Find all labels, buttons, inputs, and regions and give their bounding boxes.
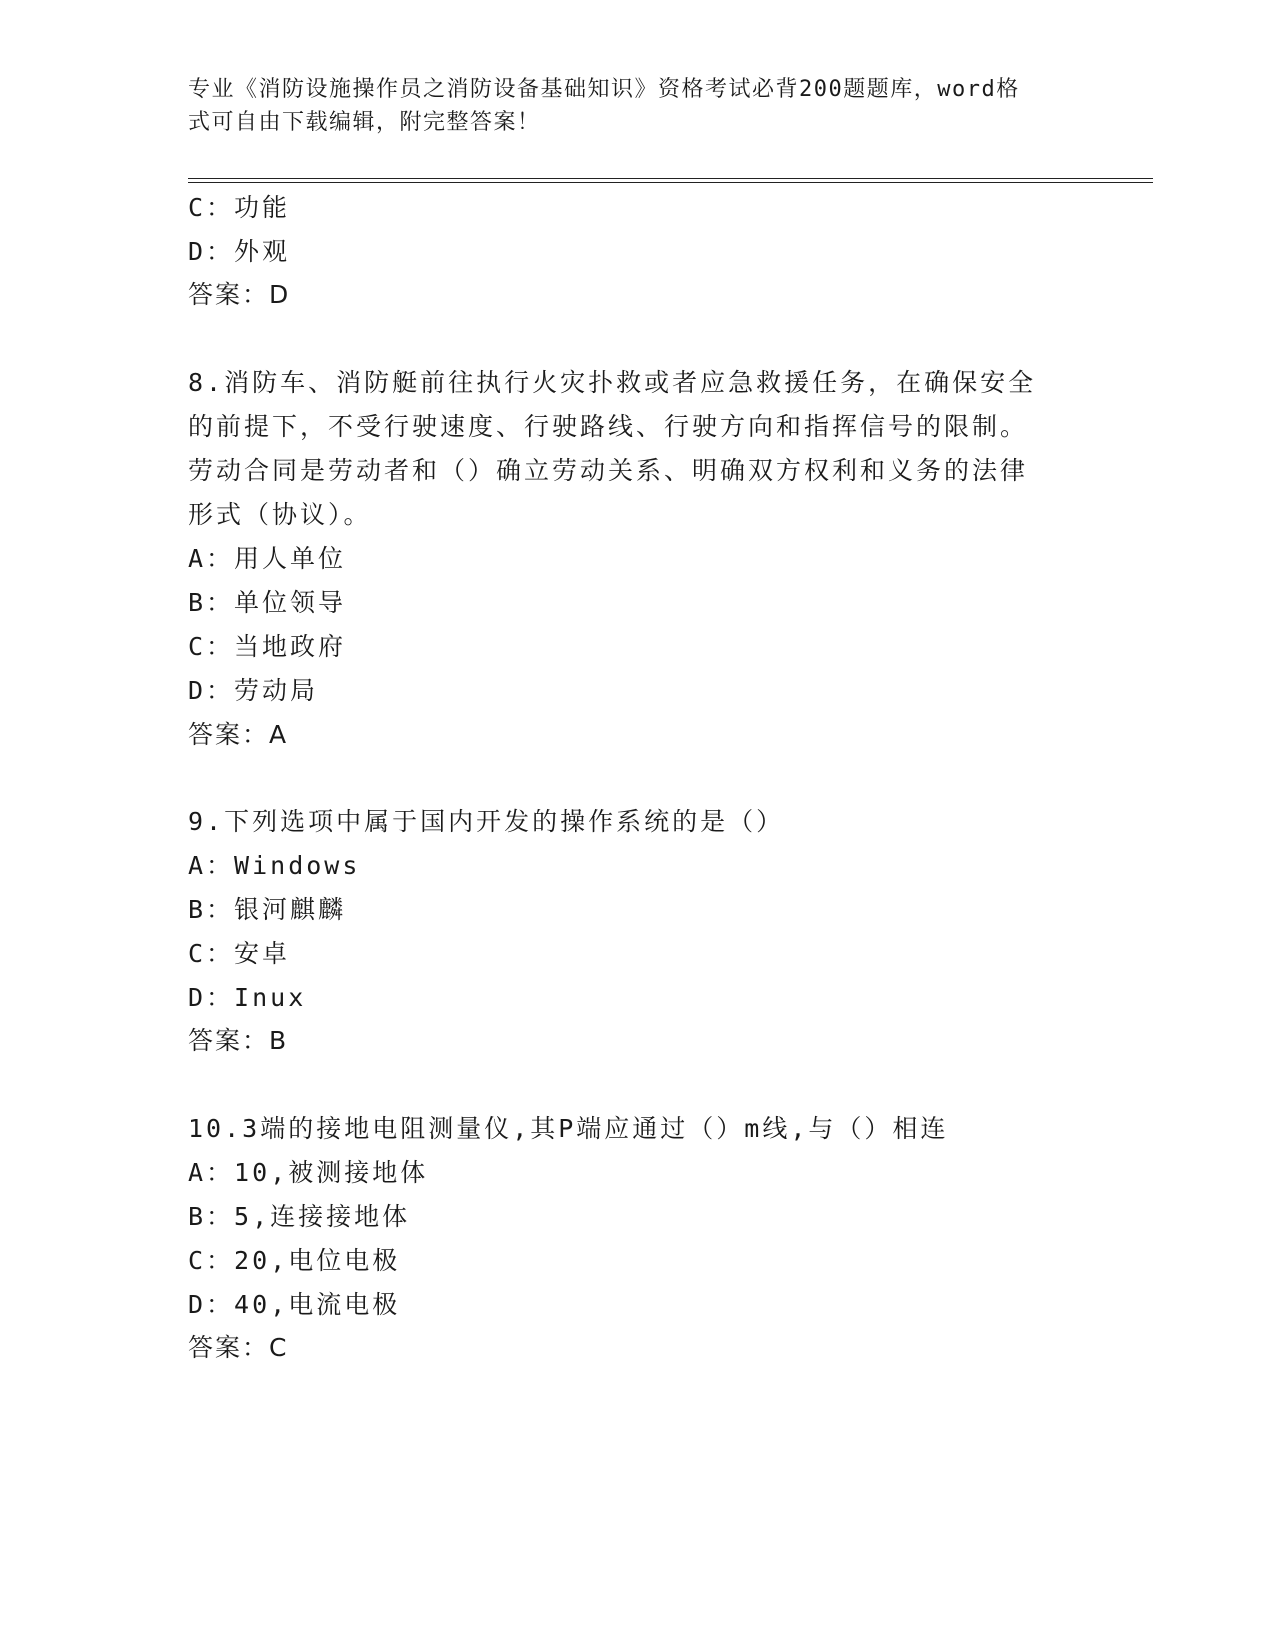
question-8-option-d: D：劳动局 [188, 676, 319, 705]
question-10-option-b: B：5,连接接地体 [188, 1202, 411, 1231]
question-9-stem-line-1: 9.下列选项中属于国内开发的操作系统的是（） [188, 807, 785, 836]
question-9-option-c: C：安卓 [188, 939, 291, 968]
question-10-option-c: C：20,电位电极 [188, 1246, 401, 1275]
header-divider-bottom [188, 182, 1153, 183]
question-8-option-c: C：当地政府 [188, 632, 347, 661]
answer-prev: 答案：D [188, 280, 291, 309]
question-10-option-d: D：40,电流电极 [188, 1290, 401, 1319]
header-divider-top [188, 178, 1153, 179]
option-c-prev: C：功能 [188, 193, 291, 222]
question-10-stem-line-1: 10.3端的接地电阻测量仪,其P端应通过（）m线,与（）相连 [188, 1114, 949, 1143]
header-title-line-2: 式可自由下载编辑，附完整答案！ [188, 110, 541, 135]
header-title-line-1: 专业《消防设施操作员之消防设备基础知识》资格考试必背200题题库，word格 [188, 77, 1020, 102]
question-10-answer: 答案：C [188, 1333, 289, 1362]
question-8-stem-line-2: 的前提下，不受行驶速度、行驶路线、行驶方向和指挥信号的限制。 [188, 412, 1029, 441]
question-8-stem-line-1: 8.消防车、消防艇前往执行火灾扑救或者应急救援任务，在确保安全 [188, 368, 1037, 397]
document-header [188, 73, 1068, 139]
question-8-answer: 答案：A [188, 720, 289, 749]
question-8-option-b: B：单位领导 [188, 588, 347, 617]
question-8-option-a: A：用人单位 [188, 544, 347, 573]
question-8-stem-line-3: 劳动合同是劳动者和（）确立劳动关系、明确双方权利和义务的法律 [188, 456, 1029, 485]
question-9-option-b: B：银河麒麟 [188, 895, 347, 924]
question-9-option-a: A：Windows [188, 851, 361, 880]
question-9-option-d: D：Inux [188, 983, 307, 1012]
option-d-prev: D：外观 [188, 237, 291, 266]
question-9-answer: 答案：B [188, 1026, 289, 1055]
question-10-option-a: A：10,被测接地体 [188, 1158, 429, 1187]
question-8-stem-line-4: 形式（协议）。 [188, 500, 372, 529]
